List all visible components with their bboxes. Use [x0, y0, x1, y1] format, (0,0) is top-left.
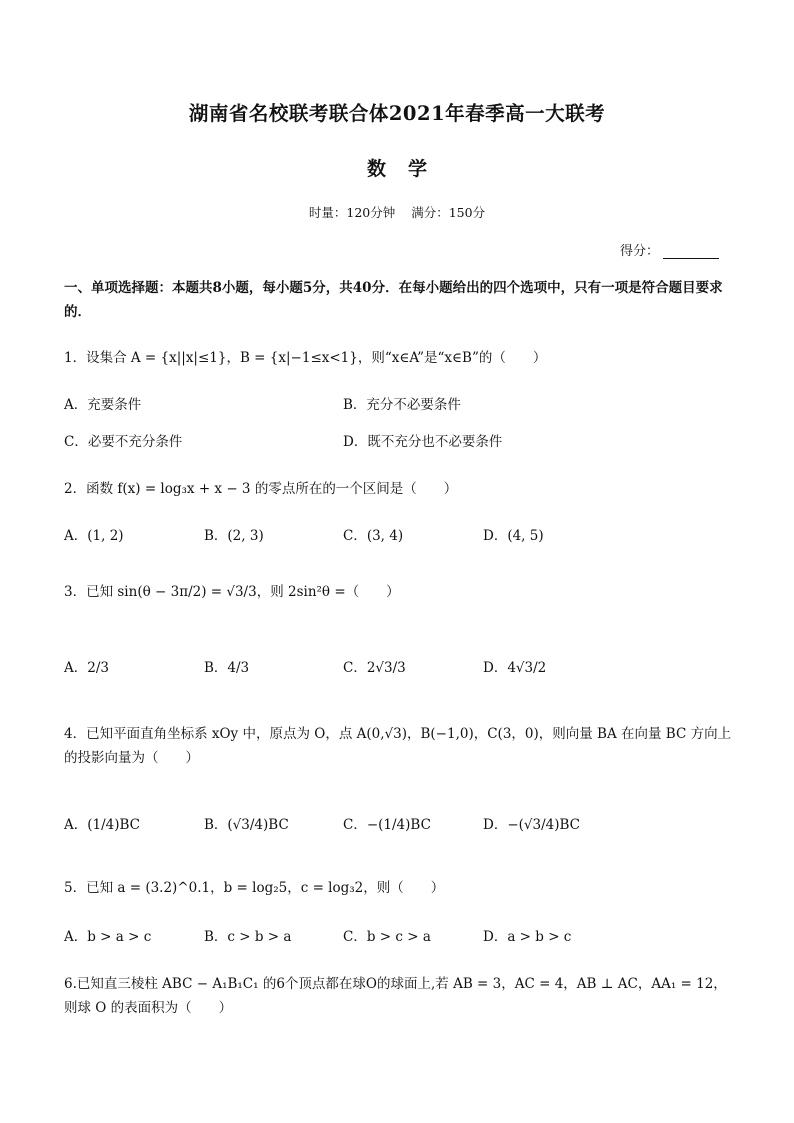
question-5 [64, 876, 736, 900]
question-stem: 6.已知直三棱柱 ABC − A₁B₁C₁ 的6个顶点都在球O的球面上,若 AB = 3，AC = 4，AB ⊥ AC，AA₁ = 12，则球 O 的表面积为（ ） [64, 976, 727, 1016]
option-b: B．4/3 [204, 660, 250, 676]
section-heading: 一、单项选择题：本题共8小题，每小题5分，共40分．在每小题给出的四个选项中，只有一项是符合题目要求的． [64, 280, 723, 320]
exam-title: 湖南省名校联考联合体2021年春季高一大联考 [188, 102, 606, 125]
option-b: B．充分不必要条件 [343, 397, 461, 413]
option-c: C．−(1/4)BC [343, 817, 431, 833]
exam-subject: 数学 [366, 158, 449, 180]
option-c: C．b > c > a [343, 929, 431, 945]
option-a: A．充要条件 [64, 397, 142, 413]
option-b: B．c > b > a [204, 929, 292, 945]
option-d: D．4√3/2 [483, 660, 547, 676]
option-c: C．(3, 4) [343, 528, 404, 544]
question-3 [64, 580, 736, 604]
question-4 [64, 722, 736, 770]
exam-full-score: 满分：150分 [411, 205, 486, 220]
question-stem: 4．已知平面直角坐标系 xOy 中，原点为 O，点 A(0,√3)，B(−1,0)，C(3，0)，则向量 BA 在向量 BC 方向上的投影向量为（ ） [64, 726, 732, 766]
option-a: A．(1/4)BC [64, 817, 141, 833]
score-field [620, 240, 719, 259]
option-b: B．(√3/4)BC [204, 817, 289, 833]
option-c: C．必要不充分条件 [64, 434, 183, 450]
question-stem: 3．已知 sin(θ − 3π/2) = √3/3，则 2sin²θ =（ ） [64, 584, 400, 600]
question-2 [64, 477, 736, 501]
question-stem: 5．已知 a = (3.2)^0.1，b = log₂5，c = log₃2，则（ ） [64, 880, 445, 896]
exam-time: 时量：120分钟 [308, 205, 396, 220]
option-b: B．(2, 3) [204, 528, 264, 544]
option-d: D．−(√3/4)BC [483, 817, 580, 833]
question-stem: 1．设集合 A = {x||x|≤1}，B = {x|−1≤x<1}，则“x∈A”是“x∈B”的（ ） [64, 350, 547, 366]
option-d: D．(4, 5) [483, 528, 544, 544]
option-d: D．a > b > c [483, 929, 572, 945]
option-d: D．既不充分也不必要条件 [343, 434, 503, 450]
question-stem: 2．函数 f(x) = log₃x + x − 3 的零点所在的一个区间是（ ） [64, 481, 458, 497]
exam-meta [0, 203, 794, 221]
score-label: 得分： [620, 244, 660, 259]
option-a: A．(1, 2) [64, 528, 124, 544]
option-c: C．2√3/3 [343, 660, 406, 676]
option-a: A．b > a > c [64, 929, 152, 945]
score-blank [663, 244, 719, 259]
question-1 [64, 346, 736, 370]
question-6 [64, 972, 736, 1020]
option-a: A．2/3 [64, 660, 109, 676]
